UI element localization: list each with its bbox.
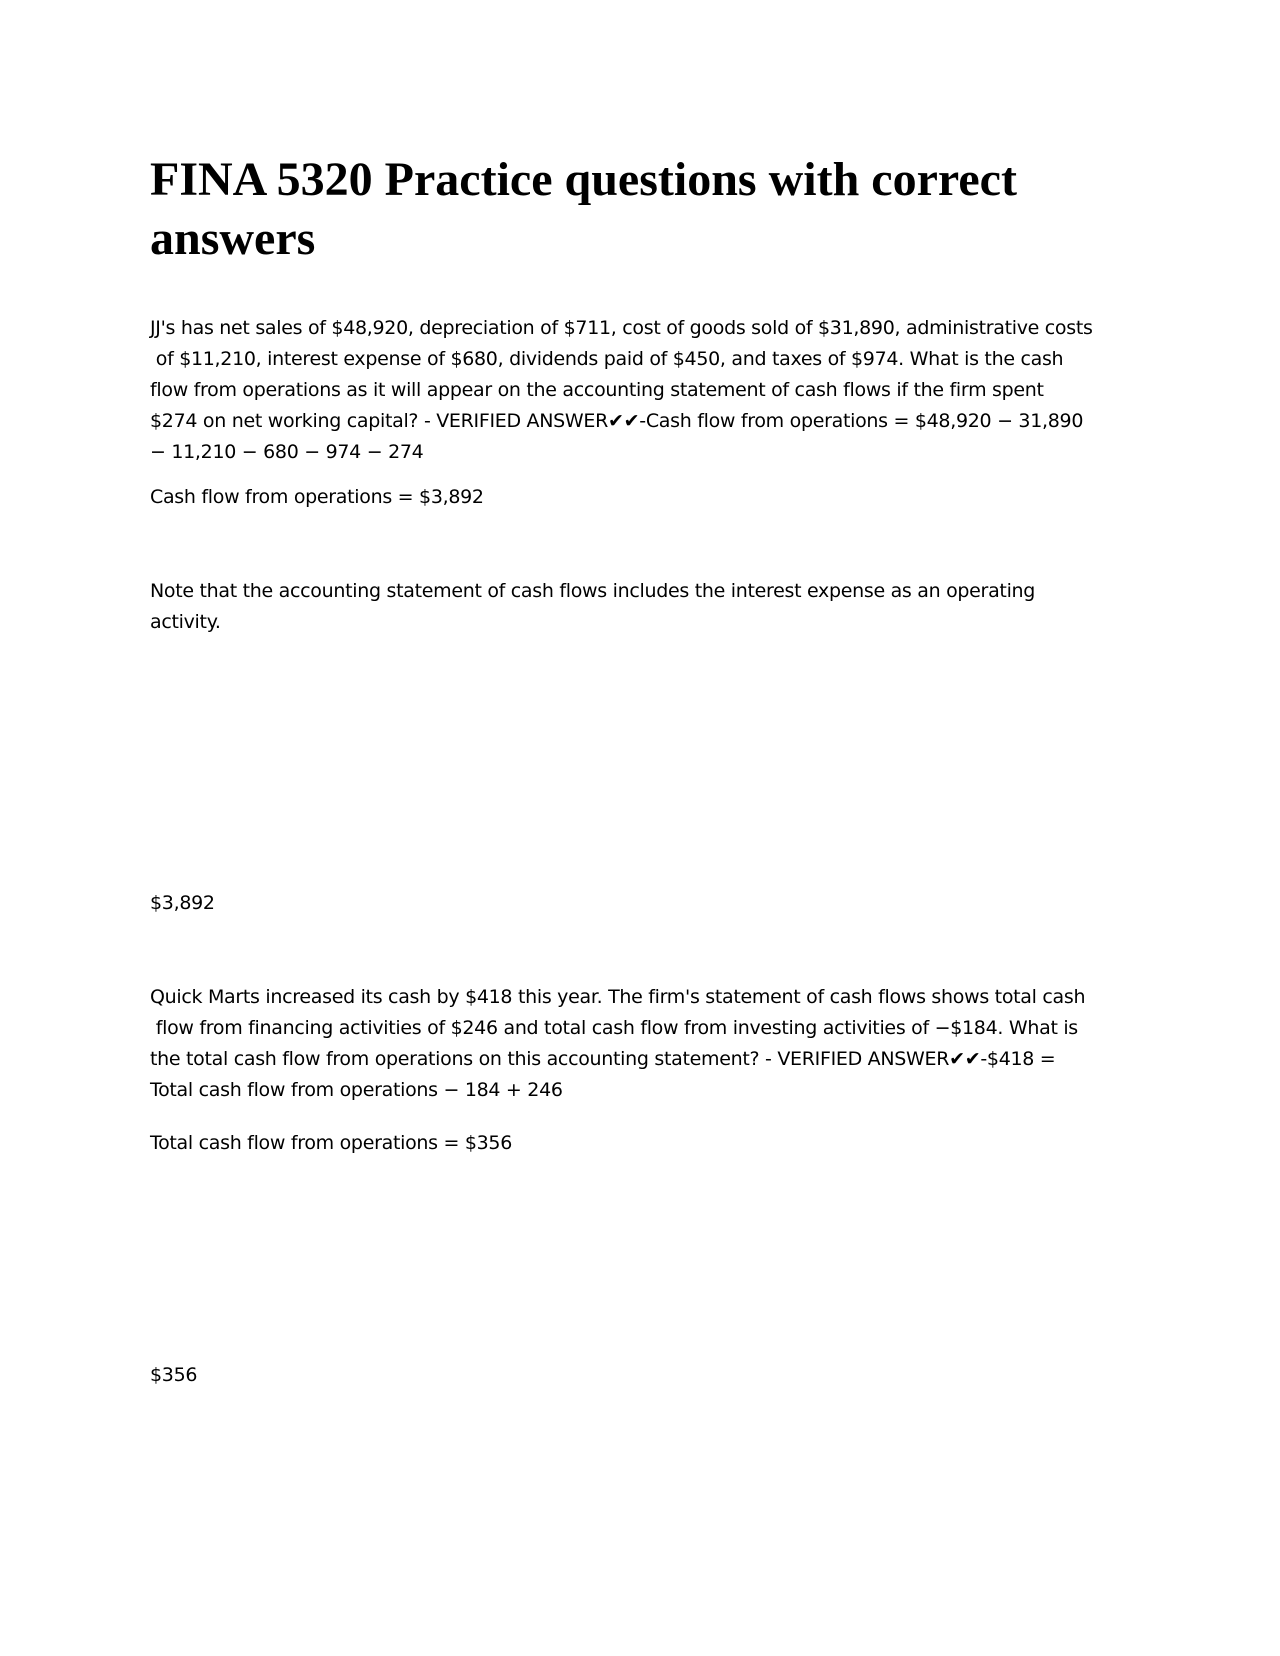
question-1-final-answer: $3,892 xyxy=(150,892,215,914)
question-1-text xyxy=(150,313,1130,468)
question-line: JJ's has net sales of $48,920, depreciation of $711, cost of goods sold of $31,890, administrative costs xyxy=(150,317,1093,339)
question-line: Total cash flow from operations − 184 + 246 xyxy=(150,1079,563,1101)
question-2-result: Total cash flow from operations = $356 xyxy=(150,1132,512,1154)
question-line: $274 on net working capital? - VERIFIED ANSWER✔✔-Cash flow from operations = $48,920 − 31,890 xyxy=(150,410,1084,432)
question-2-final-answer: $356 xyxy=(150,1364,198,1386)
question-2-text xyxy=(150,982,1130,1106)
note-line: Note that the accounting statement of cash flows includes the interest expense as an operating xyxy=(150,580,1036,602)
document-page xyxy=(150,0,1130,1656)
question-line: the total cash flow from operations on this accounting statement? - VERIFIED ANSWER✔✔-$418 = xyxy=(150,1048,1056,1070)
question-1-note xyxy=(150,576,1130,638)
document-title xyxy=(150,150,1130,268)
question-line: flow from financing activities of $246 and total cash flow from investing activities of −$184. What is xyxy=(150,1017,1078,1039)
title-line: answers xyxy=(150,212,316,265)
note-line: activity. xyxy=(150,611,221,633)
question-line: − 11,210 − 680 − 974 − 274 xyxy=(150,441,424,463)
question-line: of $11,210, interest expense of $680, dividends paid of $450, and taxes of $974. What is the cash xyxy=(150,348,1064,370)
question-line: flow from operations as it will appear on the accounting statement of cash flows if the firm spent xyxy=(150,379,1044,401)
question-line: Quick Marts increased its cash by $418 this year. The firm's statement of cash flows shows total cash xyxy=(150,986,1086,1008)
question-1-result: Cash flow from operations = $3,892 xyxy=(150,486,484,508)
title-line: FINA 5320 Practice questions with correct xyxy=(150,153,1017,206)
